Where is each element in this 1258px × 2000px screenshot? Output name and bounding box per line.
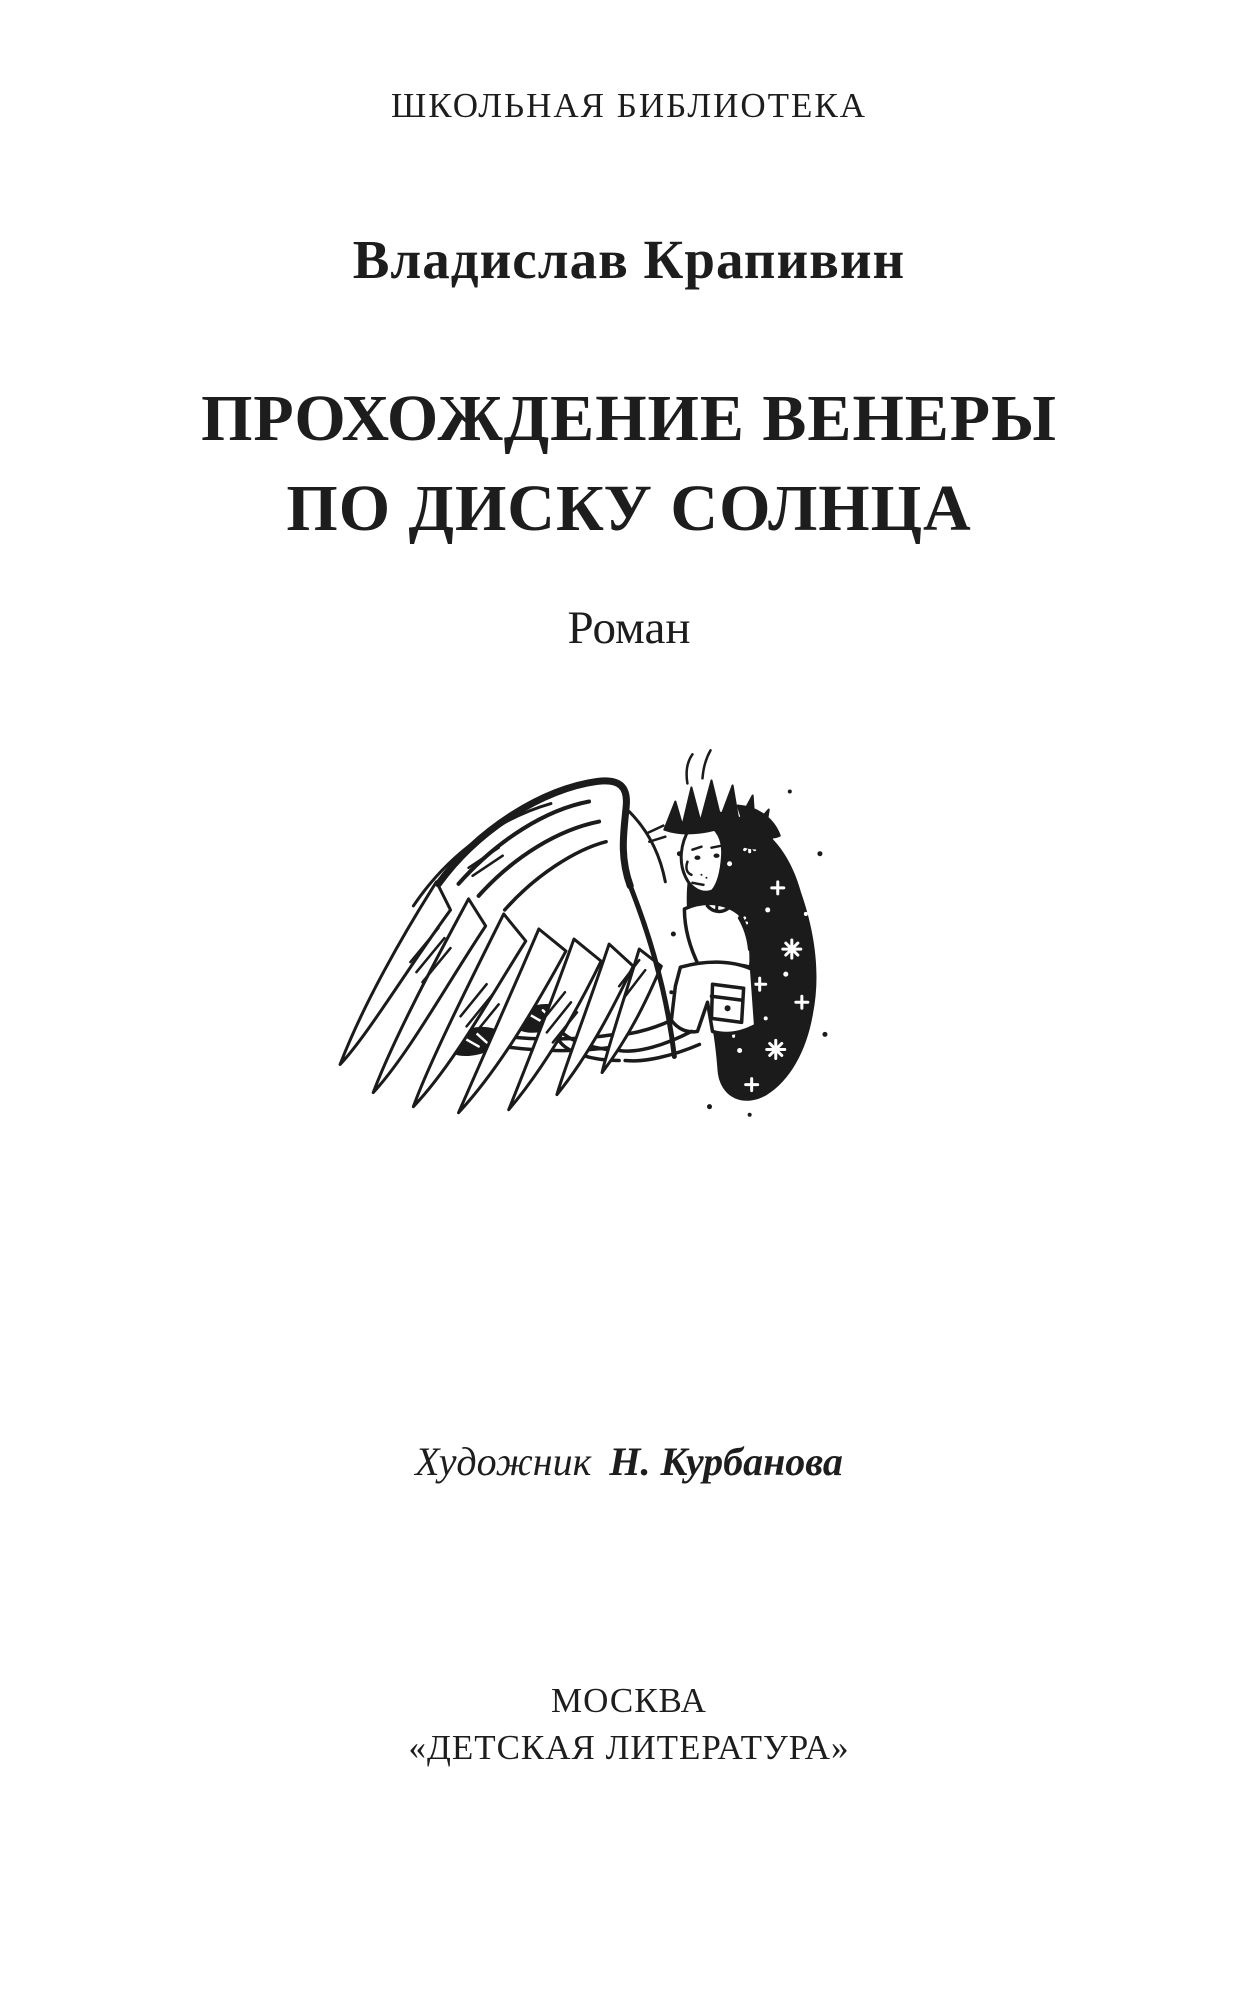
artist-credit-name: Н. Курбанова [609, 1439, 843, 1484]
book-title-line1: ПРОХОЖДЕНИЕ ВЕНЕРЫ [201, 382, 1057, 455]
book-title [0, 374, 1258, 554]
winged-boy-illustration [318, 733, 840, 1125]
genre-label: Роман [567, 602, 691, 654]
book-title-line2: ПО ДИСКУ СОЛНЦА [286, 471, 972, 545]
publisher-city: МОСКВА [551, 1681, 707, 1720]
artist-credit [0, 1438, 1258, 1485]
artist-credit-label: Художник [415, 1439, 592, 1484]
wings [340, 781, 674, 1113]
publisher-name: «ДЕТСКАЯ ЛИТЕРАТУРА» [408, 1727, 850, 1767]
publisher-block [0, 1678, 1258, 1771]
author-name: Владислав Крапивин [352, 229, 906, 290]
series-title: ШКОЛЬНАЯ БИБЛИОТЕКА [390, 86, 868, 125]
